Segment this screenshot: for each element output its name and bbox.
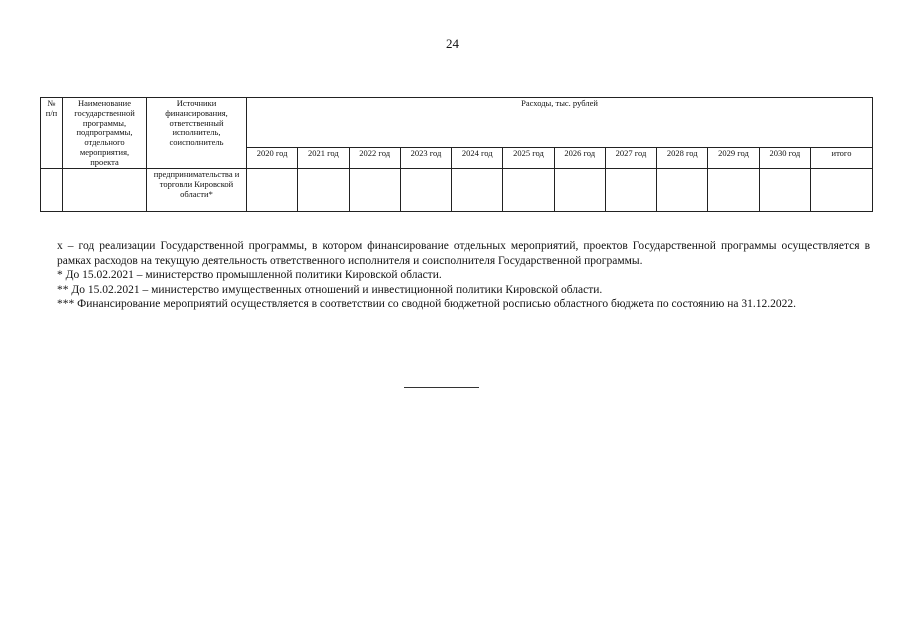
total-cell (810, 169, 872, 212)
value-cell (605, 169, 656, 212)
footnote-2: ** До 15.02.2021 – министерство имущественных отношений и инвестиционной политики Кировской области. (57, 283, 603, 296)
year-header: 2028 год (657, 148, 708, 169)
end-divider-line (404, 387, 479, 388)
footnote-3: *** Финансирование мероприятий осуществляется в соответствии со сводной бюджетной росписью областного бюджета по состоянию на 31.12.2022. (57, 298, 796, 310)
value-cell (400, 169, 451, 212)
footnote-x: х – год реализации Государственной программы, в котором финансирование отдельных мероприятий, проектов Государственной программы осуществляется в рамках расходов на текущую деятельность ответственного исполнителя и соисполнителя Государственной программы. (57, 240, 870, 267)
table-row (41, 169, 873, 212)
value-cell (349, 169, 400, 212)
year-header: 2029 год (708, 148, 759, 169)
year-header: 2020 год (247, 148, 298, 169)
value-cell (759, 169, 810, 212)
header-expenses: Расходы, тыс. рублей (247, 98, 873, 148)
value-cell (247, 169, 298, 212)
total-header: итого (810, 148, 872, 169)
header-sources: Источники финансирования, ответственный исполнитель, соисполнитель (147, 98, 247, 169)
footnotes (57, 239, 870, 312)
row-num-cell (41, 169, 63, 212)
year-header: 2023 год (400, 148, 451, 169)
value-cell (503, 169, 554, 212)
budget-table (40, 97, 873, 212)
year-header: 2022 год (349, 148, 400, 169)
year-header: 2024 год (452, 148, 503, 169)
year-header: 2026 год (554, 148, 605, 169)
page-number: 24 (446, 36, 459, 51)
value-cell (554, 169, 605, 212)
year-header: 2021 год (298, 148, 349, 169)
header-num: № п/п (41, 98, 63, 169)
header-name: Наименование государственной программы, подпрограммы, отдельного мероприятия, проекта (63, 98, 147, 169)
year-header: 2025 год (503, 148, 554, 169)
year-header: 2027 год (605, 148, 656, 169)
year-header: 2030 год (759, 148, 810, 169)
row-source-cell: предпринимательства и торговли Кировской области* (147, 169, 247, 212)
value-cell (298, 169, 349, 212)
value-cell (708, 169, 759, 212)
value-cell (657, 169, 708, 212)
table-header-row (41, 98, 873, 148)
row-name-cell (63, 169, 147, 212)
footnote-1: * До 15.02.2021 – министерство промышленной политики Кировской области. (57, 269, 442, 281)
value-cell (452, 169, 503, 212)
